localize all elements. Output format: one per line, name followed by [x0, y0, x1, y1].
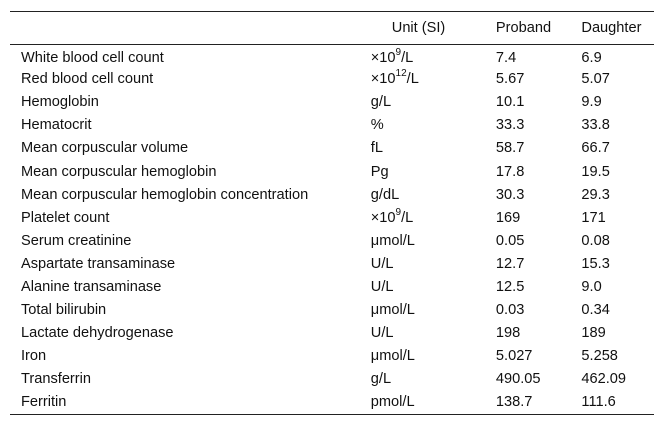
cell-parameter: White blood cell count [21, 50, 164, 67]
table-row [10, 252, 654, 275]
table-header-row [10, 12, 654, 45]
cell-daughter: 15.3 [581, 255, 610, 272]
cell-parameter: Red blood cell count [21, 71, 154, 88]
cell-daughter: 6.9 [581, 50, 602, 67]
table-row [10, 91, 654, 114]
table-row [10, 160, 654, 183]
table-row [10, 229, 654, 252]
cell-proband: 58.7 [495, 140, 525, 157]
cell-unit [371, 91, 496, 114]
cell-proband: 12.5 [495, 278, 525, 295]
unit-text: g/L [370, 94, 392, 111]
header-proband: Proband [495, 20, 552, 36]
cell-daughter: 0.34 [581, 302, 610, 319]
cell-parameter: Lactate dehydrogenase [21, 325, 174, 342]
unit-text: Pg [370, 163, 389, 180]
unit-text: ×10 [370, 209, 396, 226]
header-parameter [10, 12, 371, 45]
cell-daughter: 5.258 [581, 348, 618, 365]
cell-proband: 12.7 [495, 255, 525, 272]
cell-proband: 5.027 [495, 348, 533, 365]
unit-text: g/dL [370, 186, 400, 203]
unit-text: U/L [370, 278, 394, 295]
cell-daughter: 111.6 [581, 394, 616, 411]
cell-unit [371, 160, 496, 183]
cell-daughter: 171 [581, 209, 606, 226]
cell-daughter: 19.5 [581, 163, 610, 180]
unit-text: % [370, 117, 384, 134]
cell-unit [371, 206, 496, 229]
header-daughter: Daughter [581, 20, 642, 36]
cell-unit [371, 275, 496, 298]
cell-proband: 138.7 [495, 394, 533, 411]
cell-daughter: 9.9 [581, 94, 602, 111]
cell-parameter: Iron [21, 348, 47, 365]
lab-results-table [10, 11, 654, 415]
cell-proband: 0.05 [495, 232, 525, 249]
cell-parameter: Hemoglobin [21, 94, 99, 111]
table-body [10, 45, 654, 415]
cell-unit [371, 252, 496, 275]
table-row [10, 368, 654, 391]
cell-unit [371, 391, 496, 414]
cell-unit [371, 322, 496, 345]
cell-parameter: Hematocrit [21, 117, 92, 134]
cell-proband: 33.3 [495, 117, 525, 134]
table-row [10, 183, 654, 206]
cell-parameter: Alanine transaminase [21, 278, 162, 295]
table-row [10, 391, 654, 414]
cell-daughter: 66.7 [581, 140, 610, 157]
cell-unit [371, 45, 496, 68]
cell-unit [371, 68, 496, 91]
cell-proband: 17.8 [495, 163, 525, 180]
cell-parameter: Total bilirubin [21, 302, 107, 319]
cell-unit [371, 183, 496, 206]
table-row [10, 322, 654, 345]
cell-unit [371, 114, 496, 137]
cell-proband: 198 [495, 325, 521, 342]
cell-unit [371, 368, 496, 391]
unit-text: U/L [370, 325, 394, 342]
cell-proband: 30.3 [495, 186, 525, 203]
table-row [10, 275, 654, 298]
cell-daughter: 462.09 [581, 371, 627, 388]
unit-text: μmol/L [370, 302, 415, 319]
cell-parameter: Serum creatinine [21, 232, 132, 249]
cell-daughter: 9.0 [581, 278, 602, 295]
unit-text: ×10 [370, 71, 396, 88]
table-row [10, 45, 654, 68]
cell-unit [371, 299, 496, 322]
unit-text: U/L [370, 255, 394, 272]
cell-unit [371, 345, 496, 368]
cell-daughter: 0.08 [581, 232, 610, 249]
cell-unit [371, 229, 496, 252]
unit-text: fL [370, 140, 383, 157]
unit-suffix: /L [401, 50, 414, 67]
cell-daughter: 5.07 [581, 71, 610, 88]
unit-text: μmol/L [370, 232, 415, 249]
unit-exponent: 9 [395, 206, 402, 218]
unit-suffix: /L [401, 209, 414, 226]
unit-text: ×10 [370, 50, 396, 67]
cell-daughter: 29.3 [581, 186, 610, 203]
cell-parameter: Platelet count [21, 209, 110, 226]
cell-proband: 169 [495, 209, 521, 226]
table-row [10, 206, 654, 229]
cell-proband: 7.4 [495, 50, 517, 67]
cell-parameter: Mean corpuscular hemoglobin [21, 163, 217, 180]
cell-parameter: Ferritin [21, 394, 67, 411]
table-row [10, 114, 654, 137]
unit-suffix: /L [406, 71, 419, 88]
table-row [10, 345, 654, 368]
cell-proband: 0.03 [495, 302, 525, 319]
header-unit: Unit (SI) [391, 20, 446, 36]
cell-parameter: Mean corpuscular volume [21, 140, 189, 157]
cell-parameter: Transferrin [21, 371, 92, 388]
table-row [10, 68, 654, 91]
cell-daughter: 33.8 [581, 117, 610, 134]
cell-parameter: Mean corpuscular hemoglobin concentration [21, 186, 309, 203]
lab-results-table-container [10, 11, 654, 415]
unit-exponent: 9 [395, 47, 402, 59]
cell-unit [371, 137, 496, 160]
unit-text: pmol/L [370, 394, 415, 411]
unit-text: g/L [370, 371, 392, 388]
unit-exponent: 12 [395, 68, 407, 80]
table-row [10, 137, 654, 160]
unit-text: μmol/L [370, 348, 415, 365]
cell-daughter: 189 [581, 325, 606, 342]
cell-parameter: Aspartate transaminase [21, 255, 176, 272]
table-row [10, 299, 654, 322]
cell-proband: 5.67 [495, 71, 525, 88]
cell-proband: 490.05 [495, 371, 541, 388]
cell-proband: 10.1 [495, 94, 525, 111]
